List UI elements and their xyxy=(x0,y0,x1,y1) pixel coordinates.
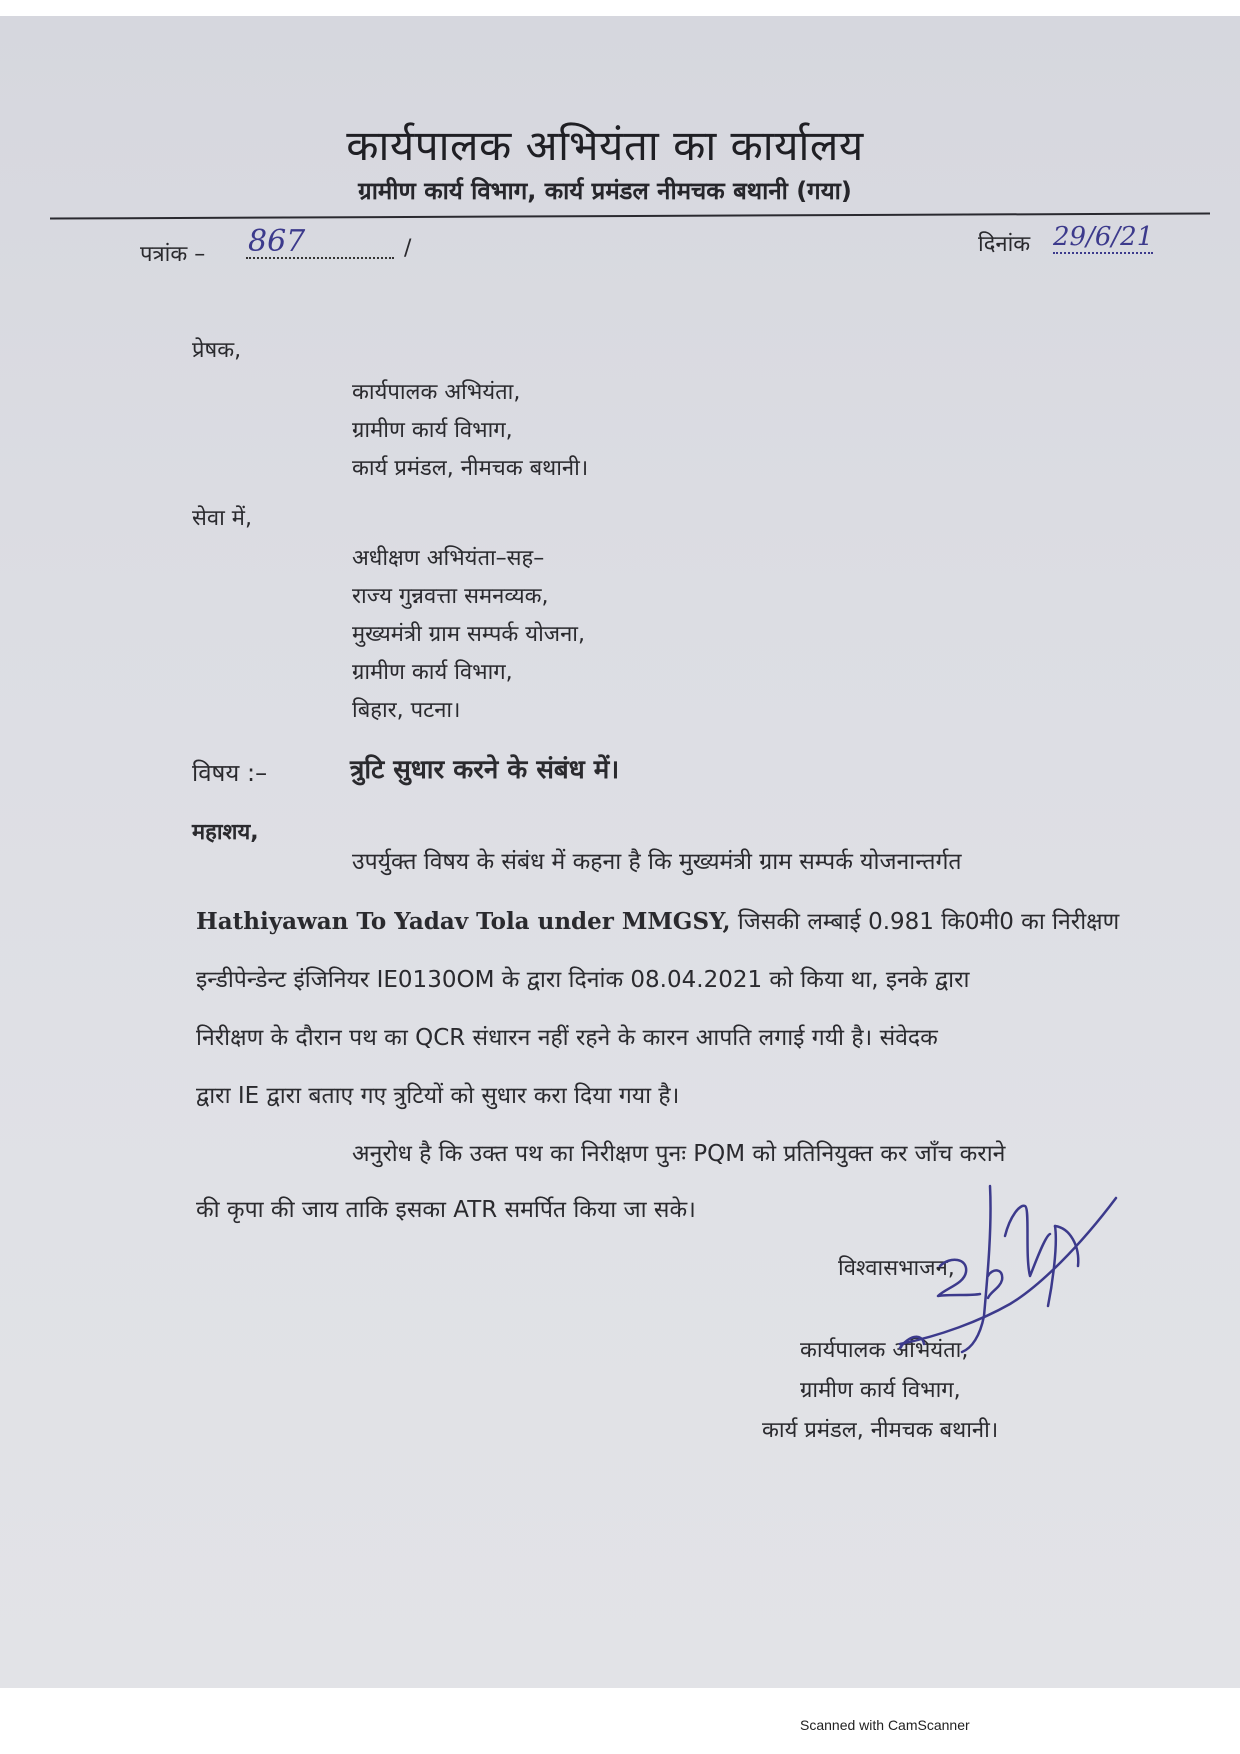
recipient-line: मुख्यमंत्री ग्राम सम्पर्क योजना, xyxy=(352,622,585,647)
body-line: इन्डीपेन्डेन्ट इंजिनियर IE0130OM के द्वारा दिनांक 08.04.2021 को किया था, इनके द्वारा xyxy=(196,967,970,993)
recipient-address xyxy=(352,540,585,730)
body-line xyxy=(196,904,1119,936)
road-name: Hathiyawan To Yadav Tola under MMGSY, xyxy=(196,908,731,935)
closing-division: कार्य प्रमंडल, नीमचक बथानी। xyxy=(762,1418,999,1443)
sender-line: कार्यपालक अभियंता, xyxy=(352,380,521,405)
sender-line: कार्य प्रमंडल, नीमचक बथानी। xyxy=(352,456,589,481)
date-value: 29/6/21 xyxy=(1053,222,1154,252)
body-line: की कृपा की जाय ताकि इसका ATR समर्पित किया जा सके। xyxy=(196,1197,696,1223)
sender-label: प्रेषक, xyxy=(192,338,242,363)
subject-label: विषय :– xyxy=(192,759,268,787)
reference-number: 867 xyxy=(248,224,306,259)
body-text: जिसकी लम्बाई 0.981 कि0मी0 का निरीक्षण xyxy=(730,909,1120,935)
body-line: निरीक्षण के दौरान पथ का QCR संधारन नहीं रहने के कारन आपति लगाई गयी है। संवेदक xyxy=(196,1025,938,1051)
date-label: दिनांक xyxy=(978,232,1031,257)
reference-label: पत्रांक – xyxy=(140,242,206,267)
salutation: महाशय, xyxy=(192,820,259,845)
closing-department: ग्रामीण कार्य विभाग, xyxy=(800,1378,961,1403)
department-line: ग्रामीण कार्य विभाग, कार्य प्रमंडल नीमचक बथानी (गया) xyxy=(358,177,852,205)
scanner-watermark: Scanned with CamScanner xyxy=(800,1717,970,1733)
office-title: कार्यपालक अभियंता का कार्यालय xyxy=(346,121,864,170)
subject-text: त्रुटि सुधार करने के संबंध में। xyxy=(350,755,620,785)
reference-slash: / xyxy=(404,236,412,261)
letter-sheet xyxy=(0,16,1240,1688)
signature-image xyxy=(880,1176,1140,1366)
sender-line: ग्रामीण कार्य विभाग, xyxy=(352,418,513,443)
closing-yours: विश्वासभाजन, xyxy=(838,1256,955,1281)
recipient-label: सेवा में, xyxy=(192,506,252,531)
header-divider xyxy=(50,212,1210,219)
closing-designation: कार्यपालक अभियंता, xyxy=(800,1338,969,1363)
recipient-line: ग्रामीण कार्य विभाग, xyxy=(352,660,513,685)
body-line: अनुरोध है कि उक्त पथ का निरीक्षण पुनः PQM को प्रतिनियुक्त कर जाँच कराने xyxy=(352,1141,1006,1167)
body-line: द्वारा IE द्वारा बताए गए त्रुटियों को सुधार करा दिया गया है। xyxy=(196,1083,680,1109)
recipient-line: बिहार, पटना। xyxy=(352,698,461,723)
recipient-line: राज्य गुन्नवत्ता समनव्यक, xyxy=(352,584,549,609)
recipient-line: अधीक्षण अभियंता–सह– xyxy=(352,546,545,571)
body-line: उपर्युक्त विषय के संबंध में कहना है कि मुख्यमंत्री ग्राम सम्पर्क योजनान्तर्गत xyxy=(352,849,962,875)
sender-address xyxy=(352,374,588,488)
